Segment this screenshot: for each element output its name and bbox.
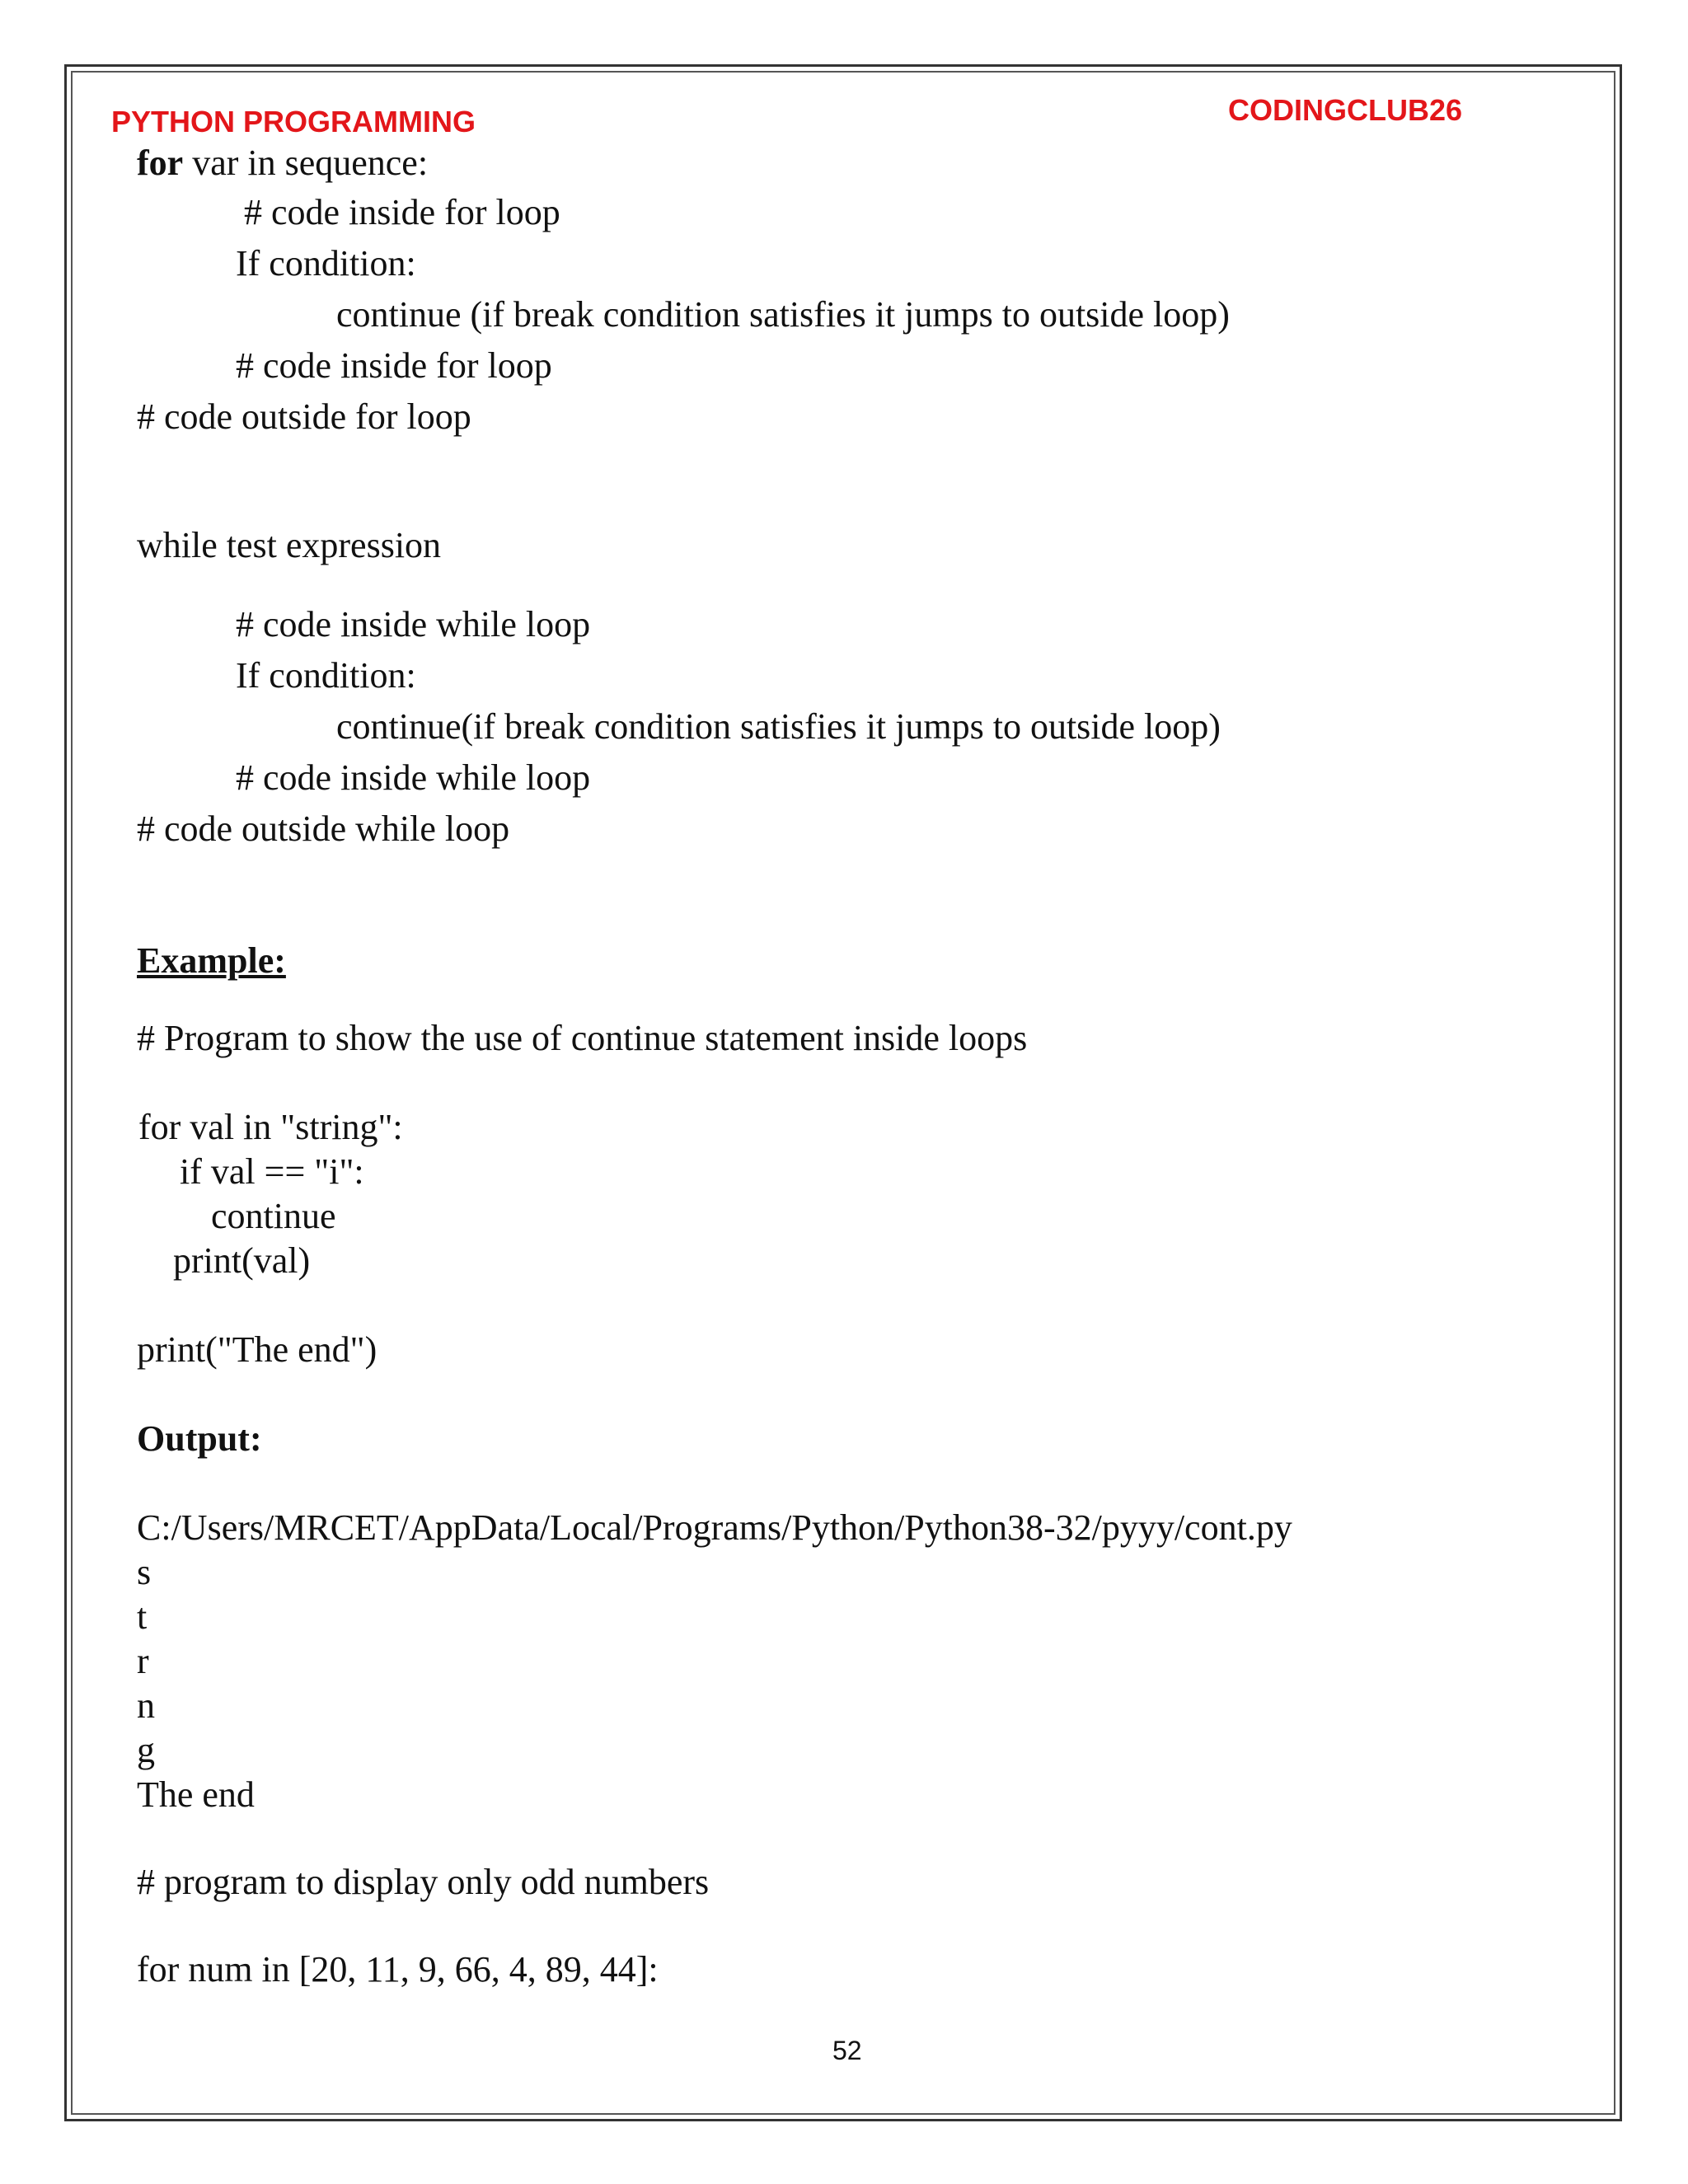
while-syntax-line-4: # code inside while loop: [236, 757, 591, 798]
while-syntax-head: while test expression: [137, 525, 442, 565]
output-path: C:/Users/MRCET/AppData/Local/Programs/Python/Python38-32/pyyy/cont.py: [137, 1507, 1292, 1548]
output-line-1: s: [137, 1552, 152, 1592]
output-heading: Output:: [137, 1418, 262, 1459]
output-line-4: n: [137, 1685, 155, 1726]
example-code-line-5: print("The end"): [137, 1329, 377, 1370]
header-left-title: PYTHON PROGRAMMING: [111, 105, 476, 138]
example-comment: # Program to show the use of continue statement inside loops: [137, 1018, 1028, 1058]
for-keyword: for: [137, 143, 184, 183]
while-syntax-line-5: # code outside while loop: [137, 808, 510, 849]
example-code-line-4: print(val): [173, 1240, 311, 1281]
for-syntax-line-3: continue (if break condition satisfies it jumps to outside loop): [336, 294, 1230, 335]
for-syntax-head: [137, 145, 428, 181]
odd-code-line: for num in [20, 11, 9, 66, 4, 89, 44]:: [137, 1949, 659, 1990]
output-line-6: The end: [137, 1774, 255, 1815]
for-syntax-line-2: If condition:: [236, 243, 416, 284]
example-code-line-1: for val in "string":: [138, 1107, 403, 1147]
for-syntax-line-5: # code outside for loop: [137, 396, 471, 437]
for-syntax-line-4: # code inside for loop: [236, 345, 552, 386]
while-syntax-line-1: # code inside while loop: [236, 604, 591, 644]
example-heading: Example:: [137, 940, 286, 981]
example-code-line-3: continue: [211, 1196, 336, 1236]
output-line-2: t: [137, 1596, 148, 1637]
page-number: 52: [832, 2036, 862, 2065]
for-head-rest: var in sequence:: [183, 143, 429, 183]
output-line-5: g: [137, 1730, 155, 1770]
for-syntax-line-1: # code inside for loop: [244, 192, 560, 232]
while-syntax-line-3: continue(if break condition satisfies it jumps to outside loop): [336, 706, 1221, 747]
odd-comment: # program to display only odd numbers: [137, 1862, 710, 1902]
output-line-3: r: [137, 1641, 149, 1681]
while-syntax-line-2: If condition:: [236, 655, 416, 696]
header-right-title: CODINGCLUB26: [1228, 93, 1463, 127]
example-code-line-2: if val == "i":: [180, 1151, 364, 1192]
